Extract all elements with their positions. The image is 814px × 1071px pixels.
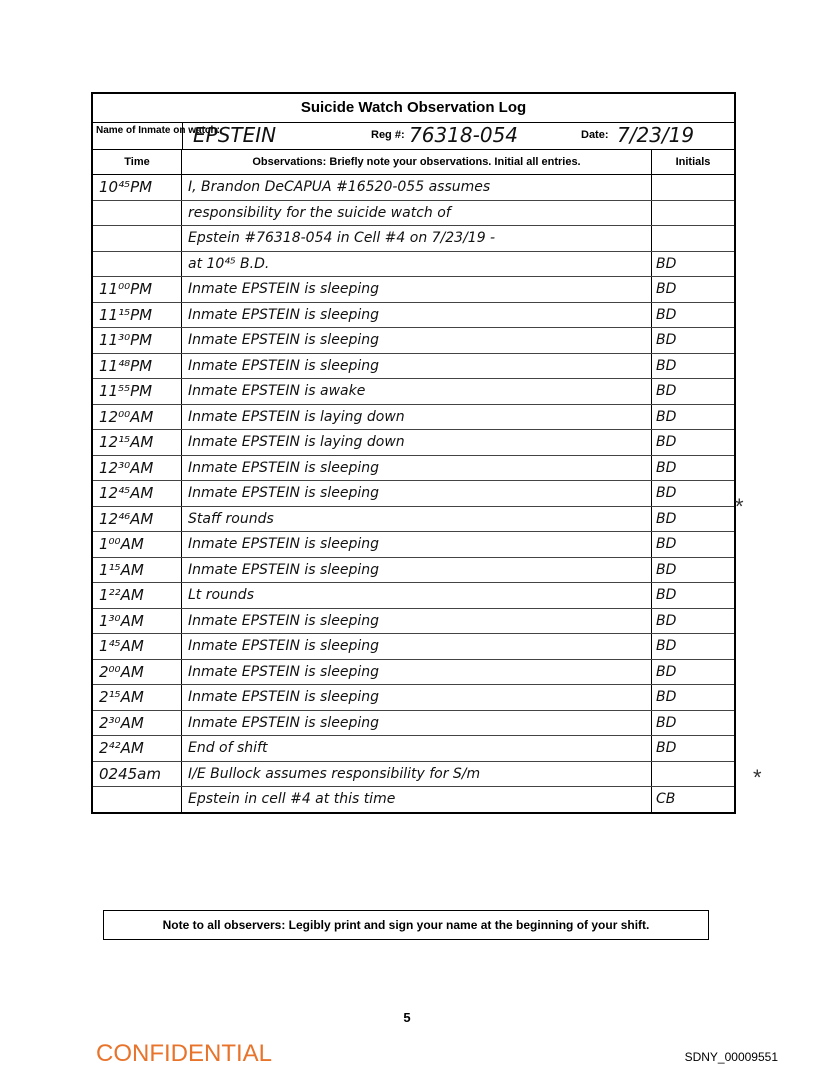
- entry-initials: [652, 175, 734, 200]
- entry-initials: BD: [656, 510, 677, 527]
- log-row: [93, 328, 734, 354]
- entry-initials: BD: [656, 612, 677, 629]
- entry-observation: Inmate EPSTEIN is sleeping: [182, 634, 652, 659]
- log-row: [93, 711, 734, 737]
- entry-time: 11⁰⁰PM: [93, 277, 182, 302]
- entry-observation: Inmate EPSTEIN is sleeping: [182, 532, 652, 557]
- entry-initials: BD: [656, 281, 677, 297]
- entry-time: [93, 252, 182, 277]
- entry-initials: BD: [656, 434, 677, 450]
- entry-time: 1⁴⁵AM: [93, 634, 182, 659]
- confidential-stamp: CONFIDENTIAL: [96, 1040, 273, 1067]
- log-row: [93, 201, 734, 227]
- column-header-row: [93, 150, 734, 175]
- entry-observation: Inmate EPSTEIN is sleeping: [182, 609, 652, 634]
- log-row: [93, 736, 734, 762]
- entry-initials: BD: [656, 255, 677, 272]
- log-row: [93, 430, 734, 456]
- entry-observation: End of shift: [182, 736, 652, 761]
- entry-initials: BD: [656, 383, 677, 399]
- bates-number: SDNY_00009551: [684, 1050, 778, 1064]
- entry-observation: Inmate EPSTEIN is laying down: [182, 405, 652, 430]
- date-value: 7/23/19: [617, 123, 695, 147]
- entry-initials: [652, 226, 734, 251]
- entry-time: 1³⁰AM: [93, 609, 182, 634]
- date-label: Date:: [581, 129, 609, 141]
- entry-initials: BD: [656, 663, 677, 680]
- entry-observation: Lt rounds: [182, 583, 652, 608]
- entry-initials: BD: [656, 740, 677, 756]
- entry-time: 2¹⁵AM: [93, 685, 182, 710]
- inmate-name-value: EPSTEIN: [193, 123, 277, 147]
- entry-observation: Staff rounds: [182, 507, 652, 532]
- entry-time: [93, 201, 182, 226]
- entry-time: [93, 226, 182, 251]
- inmate-name-label: Name of Inmate on watch:: [96, 125, 220, 136]
- entry-time: 2³⁰AM: [93, 711, 182, 736]
- log-entries: [93, 175, 734, 812]
- log-row: [93, 634, 734, 660]
- log-row: [93, 583, 734, 609]
- log-row: [93, 660, 734, 686]
- entry-initials: BD: [656, 689, 677, 705]
- entry-time: 11¹⁵PM: [93, 303, 182, 328]
- inmate-info-row: [93, 123, 734, 150]
- reg-number-label: Reg #:: [371, 129, 405, 141]
- log-row: [93, 354, 734, 380]
- entry-time: 10⁴⁵PM: [93, 175, 182, 200]
- log-row: [93, 252, 734, 278]
- reg-number-value: 76318-054: [409, 123, 519, 147]
- initials-header: Initials: [675, 156, 711, 168]
- log-row: [93, 762, 734, 788]
- entry-observation: Inmate EPSTEIN is sleeping: [182, 277, 652, 302]
- log-row: [93, 226, 734, 252]
- entry-time: 12⁴⁵AM: [93, 481, 182, 506]
- entry-observation: Inmate EPSTEIN is sleeping: [182, 456, 652, 481]
- entry-observation: Epstein in cell #4 at this time: [182, 787, 652, 812]
- name-divider: [182, 123, 183, 149]
- log-row: [93, 685, 734, 711]
- entry-time: 11⁵⁵PM: [93, 379, 182, 404]
- entry-initials: BD: [656, 638, 677, 654]
- log-row: [93, 456, 734, 482]
- form-title: Suicide Watch Observation Log: [93, 94, 734, 123]
- entry-observation: I/E Bullock assumes responsibility for S/m: [182, 762, 652, 787]
- entry-initials: BD: [656, 485, 677, 501]
- entry-observation: Inmate EPSTEIN is laying down: [182, 430, 652, 455]
- entry-initials: BD: [656, 561, 677, 578]
- page-number: 5: [403, 1010, 411, 1025]
- time-header: Time: [93, 150, 182, 174]
- entry-time: 1²²AM: [93, 583, 182, 608]
- observations-header: Observations: Briefly note your observations. Initial all entries.: [182, 150, 652, 174]
- log-row: [93, 558, 734, 584]
- log-row: [93, 277, 734, 303]
- log-row: [93, 481, 734, 507]
- log-row: [93, 405, 734, 431]
- log-row: [93, 532, 734, 558]
- log-row: [93, 303, 734, 329]
- entry-initials: BD: [656, 536, 677, 552]
- entry-initials: BD: [656, 306, 677, 323]
- entry-observation: Inmate EPSTEIN is sleeping: [182, 711, 652, 736]
- entry-initials: BD: [656, 587, 677, 603]
- margin-asterisk: *: [753, 765, 762, 790]
- entry-observation: Inmate EPSTEIN is sleeping: [182, 328, 652, 353]
- entry-observation: Inmate EPSTEIN is sleeping: [182, 354, 652, 379]
- log-row: [93, 175, 734, 201]
- entry-initials: BD: [656, 459, 677, 476]
- entry-time: 11³⁰PM: [93, 328, 182, 353]
- entry-observation: Inmate EPSTEIN is awake: [182, 379, 652, 404]
- entry-time: 11⁴⁸PM: [93, 354, 182, 379]
- entry-initials: BD: [656, 714, 677, 731]
- entry-time: [93, 787, 182, 812]
- entry-observation: responsibility for the suicide watch of: [182, 201, 652, 226]
- margin-asterisk: *: [735, 494, 744, 519]
- observation-log-form: [91, 92, 736, 814]
- entry-time: 12⁰⁰AM: [93, 405, 182, 430]
- log-row: [93, 507, 734, 533]
- log-row: [93, 379, 734, 405]
- log-row: [93, 787, 734, 812]
- entry-observation: Inmate EPSTEIN is sleeping: [182, 558, 652, 583]
- entry-observation: at 10⁴⁵ B.D.: [182, 252, 652, 277]
- entry-observation: Inmate EPSTEIN is sleeping: [182, 303, 652, 328]
- entry-observation: Inmate EPSTEIN is sleeping: [182, 685, 652, 710]
- entry-initials: [652, 762, 734, 787]
- entry-initials: [652, 201, 734, 226]
- log-row: [93, 609, 734, 635]
- entry-observation: Inmate EPSTEIN is sleeping: [182, 660, 652, 685]
- entry-initials: BD: [656, 408, 677, 425]
- observer-note: Note to all observers: Legibly print and sign your name at the beginning of your shift.: [103, 910, 709, 940]
- entry-time: 12⁴⁶AM: [93, 507, 182, 532]
- entry-observation: Inmate EPSTEIN is sleeping: [182, 481, 652, 506]
- entry-time: 0245am: [93, 762, 182, 787]
- entry-time: 1¹⁵AM: [93, 558, 182, 583]
- entry-time: 12³⁰AM: [93, 456, 182, 481]
- entry-observation: I, Brandon DeCAPUA #16520-055 assumes: [182, 175, 652, 200]
- entry-observation: Epstein #76318-054 in Cell #4 on 7/23/19 -: [182, 226, 652, 251]
- entry-time: 2⁴²AM: [93, 736, 182, 761]
- entry-time: 1⁰⁰AM: [93, 532, 182, 557]
- entry-time: 2⁰⁰AM: [93, 660, 182, 685]
- entry-time: 12¹⁵AM: [93, 430, 182, 455]
- entry-initials: BD: [656, 332, 677, 348]
- entry-initials: BD: [656, 357, 677, 374]
- entry-initials: CB: [656, 791, 676, 807]
